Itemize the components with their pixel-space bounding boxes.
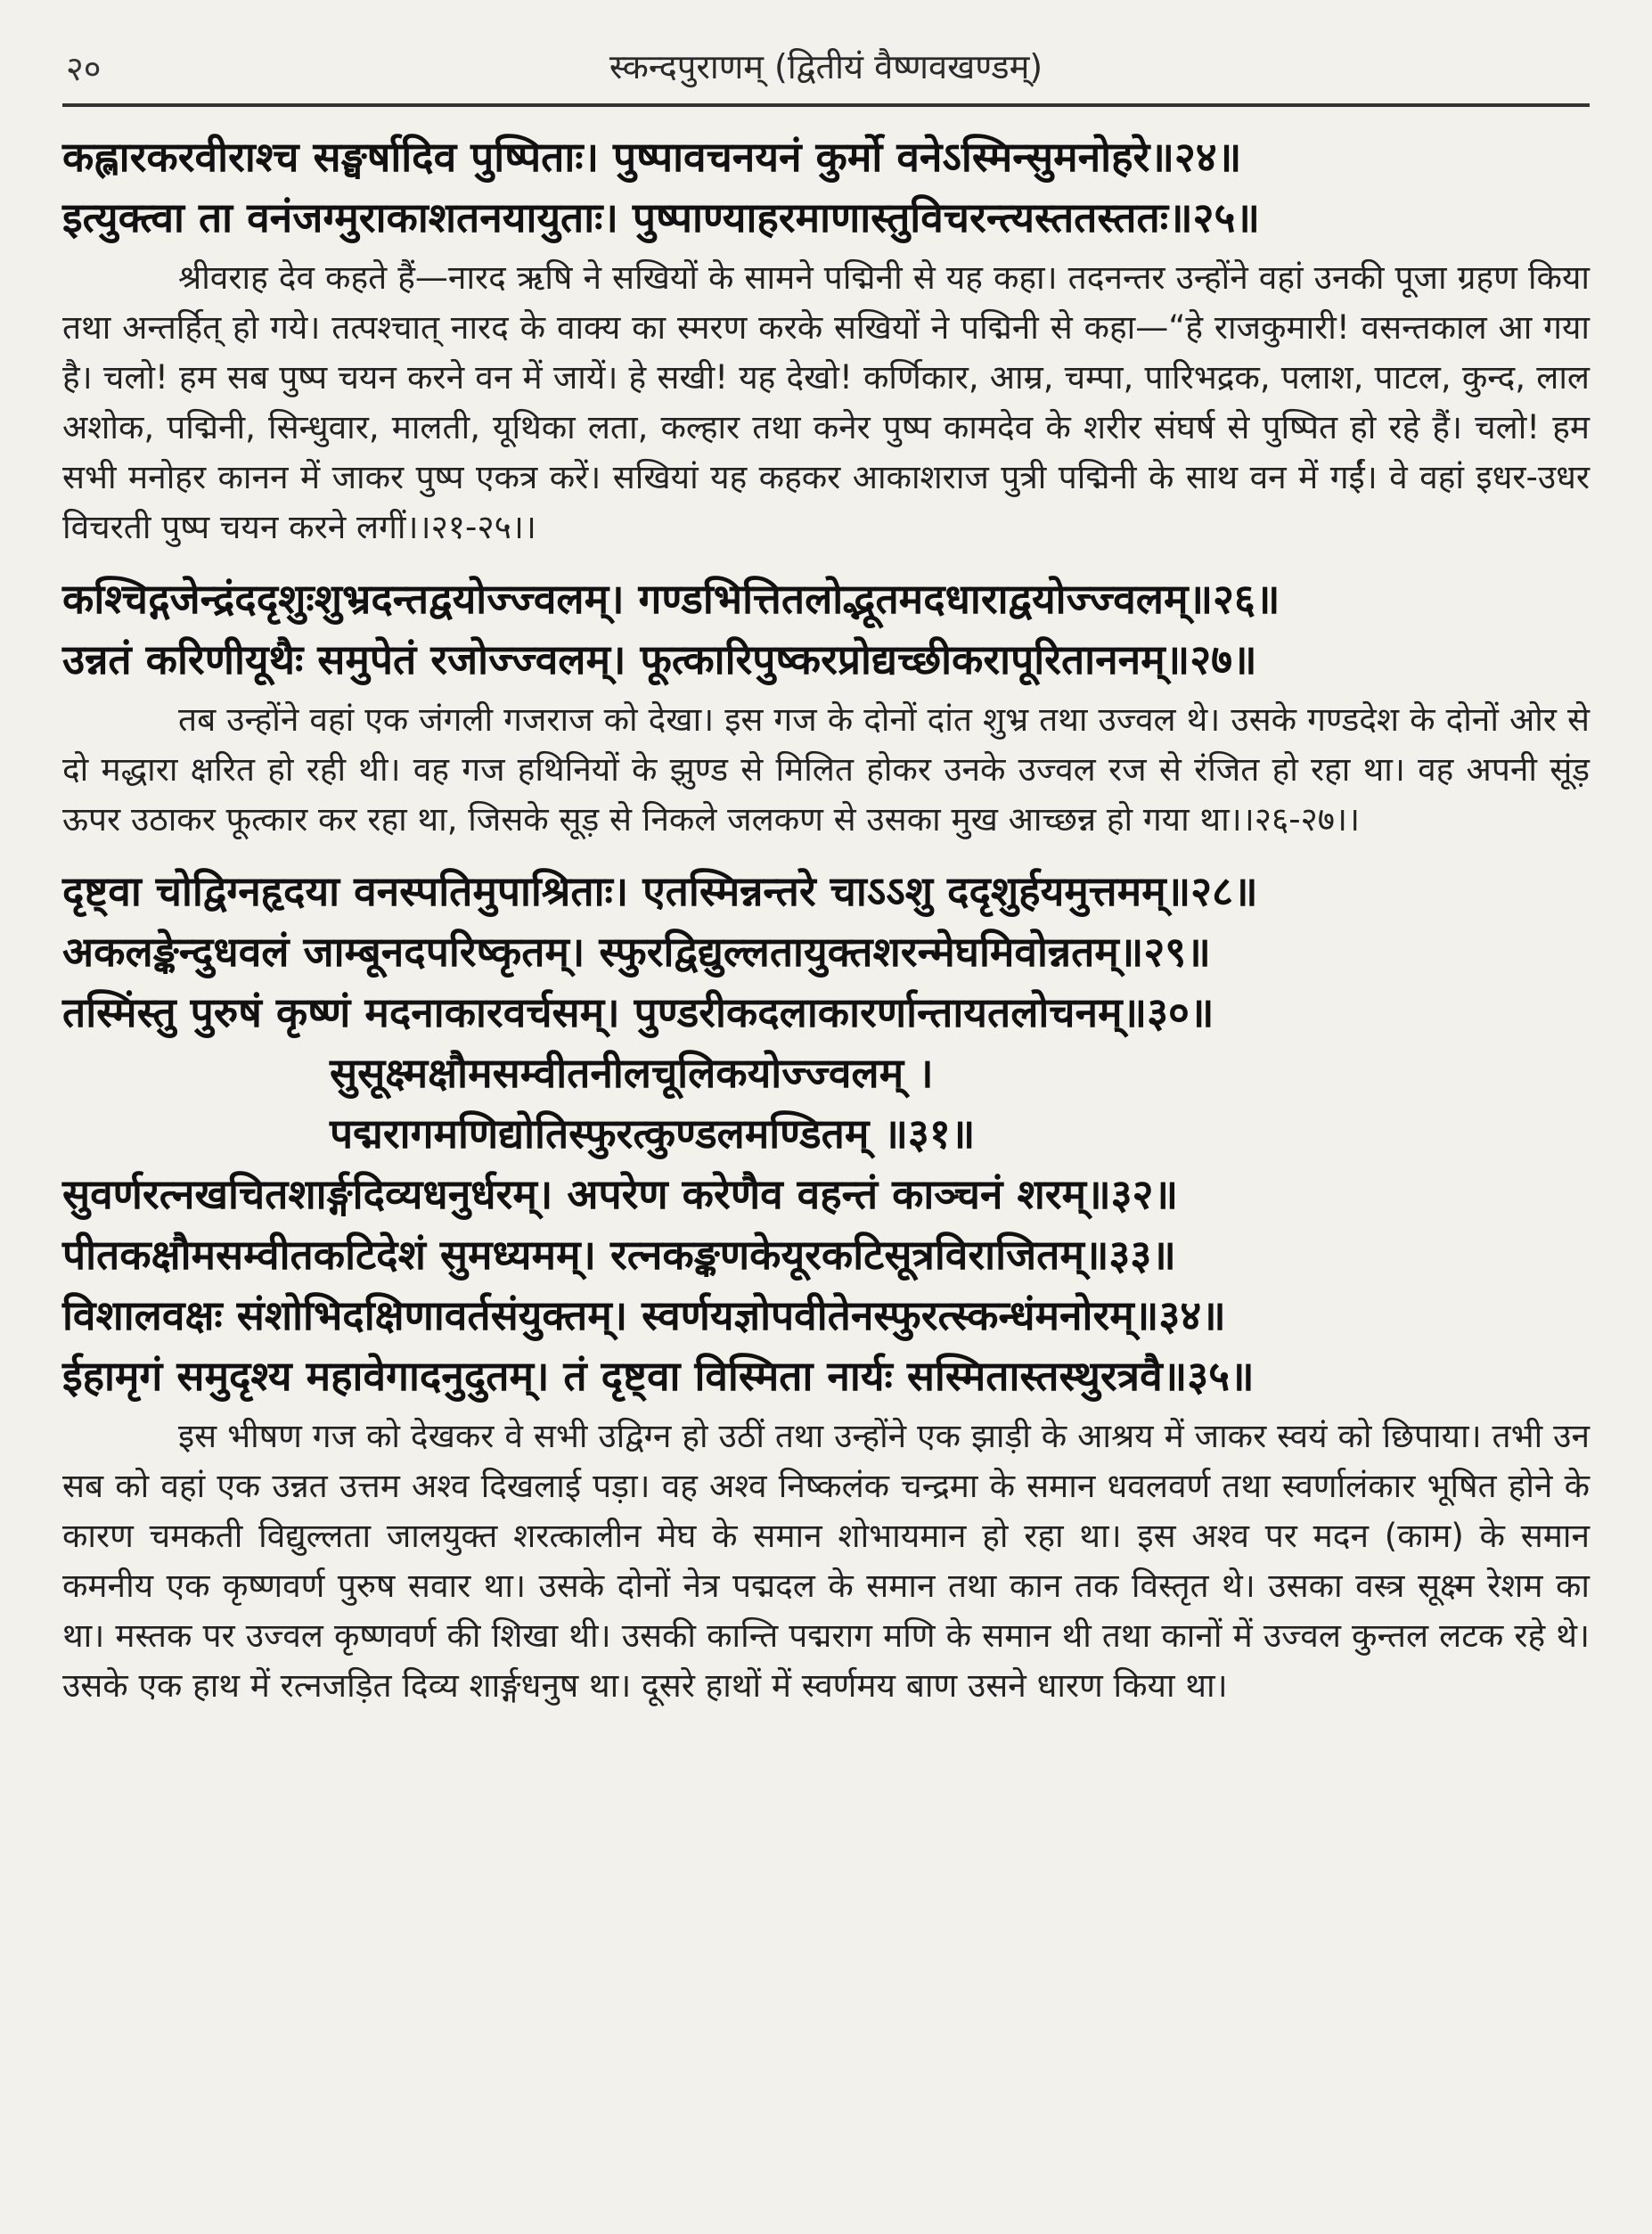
translation-paragraph: तब उन्होंने वहां एक जंगली गजराज को देखा। इस गज के दोनों दांत शुभ्र तथा उज्वल थे। उसके गण्डदेश के दोनों ओर से दो मद्धारा क्षरित हो रही थी। वह गज हथिनियों के झुण्ड से मिलित होकर उनके उज्वल रज से रंजित हो रहा था। वह अपनी सूंड़ ऊपर उठाकर फूत्कार कर रहा था, जिसके सूड़ से निकले जलकण से उसका मुख आच्छन्न हो गया था।।२६-२७।। (62, 700, 1590, 839)
verse-line: उन्नतं करिणीयूथैः समुपेतं रजोज्ज्वलम्। फूत्कारिपुष्करप्रोद्यच्छीकरापूरिताननम्॥२७॥ (62, 635, 1257, 683)
verse-line-indented: पद्मरागमणिद्योतिस्फुरत्कुण्डलमण्डितम् ॥३१॥ (330, 1109, 976, 1158)
verse-line: कह्लारकरवीराश्च सङ्घर्षादिव पुष्पिताः। पुष्पावचनयनं कुर्मो वनेऽस्मिन्सुमनोहरे॥२४॥ (62, 133, 1242, 181)
verse-line-indented: सुसूक्ष्मक्षौमसम्वीतनीलचूलिकयोज्ज्वलम् । (330, 1049, 934, 1097)
verse-line: विशालवक्षः संशोभिदक्षिणावर्तसंयुक्तम्। स्वर्णयज्ञोपवीतेनस्फुरत्स्कन्धंमनोरम्॥३४॥ (62, 1291, 1226, 1339)
verse-block (62, 861, 1590, 1406)
header-rule (62, 103, 1590, 107)
verse-block (62, 127, 1590, 248)
verse-line: अकलङ्केन्दुधवलं जाम्बूनदपरिष्कृतम्। स्फुरद्विद्युल्लतायुक्तशरन्मेघमिवोन्नतम्॥२९॥ (62, 928, 1211, 976)
verse-line: ईहामृगं समुदृश्य महावेगादनुदुतम्। तं दृष्ट्वा विस्मिता नार्यः सस्मितास्तस्थुरत्रवै॥३५॥ (62, 1352, 1255, 1400)
verse-line: पीतकक्षौमसम्वीतकटिदेशं सुमध्यमम्। रत्नकङ्कणकेयूरकटिसूत्रविराजितम्॥३३॥ (62, 1231, 1176, 1279)
verse-line: इत्युक्त्वा ता वनंजग्मुराकाशतनयायुताः। पुष्पाण्याहरमाणास्तुविचरन्त्यस्ततस्ततः॥२५॥ (62, 193, 1260, 241)
verse-line: सुवर्णरत्नखचितशार्ङ्गदिव्यधनुर्धरम्। अपरेण करेणैव वहन्तं काञ्चनं शरम्॥३२॥ (62, 1170, 1179, 1218)
verse-block (62, 569, 1590, 690)
translation-paragraph: श्रीवराह देव कहते हैं—नारद ऋषि ने सखियों के सामने पद्मिनी से यह कहा। तदनन्तर उन्होंने वहां उनकी पूजा ग्रहण किया तथा अन्तर्हित् हो गये। तत्पश्चात् नारद के वाक्य का स्मरण करके सखियों ने पद्मिनी से कहा—“हे राजकुमारी! वसन्तकाल आ गया है। चलो! हम सब पुष्प चयन करने वन में जायें। हे सखी! यह देखो! कर्णिकार, आम्र, चम्पा, पारिभद्रक, पलाश, पाटल, कुन्द, लाल अशोक, पद्मिनी, सिन्धुवार, मालती, यूथिका लता, कल्हार तथा कनेर पुष्प कामदेव के शरीर संघर्ष से पुष्पित हो रहे हैं। चलो! हम सभी मनोहर कानन में जाकर पुष्प एकत्र करें। सखियां यह कहकर आकाशराज पुत्री पद्मिनी के साथ वन में गईं। वे वहां इधर-उधर विचरती पुष्प चयन करने लगीं।।२१-२५।। (62, 258, 1590, 546)
page-header (62, 36, 1590, 91)
running-title: स्कन्दपुराणम् (द्वितीयं वैष्णवखण्डम्) (609, 47, 1043, 86)
translation-paragraph: इस भीषण गज को देखकर वे सभी उद्विग्न हो उठीं तथा उन्होंने एक झाड़ी के आश्रय में जाकर स्वयं को छिपाया। तभी उन सब को वहां एक उन्नत उत्तम अश्व दिखलाई पड़ा। वह अश्व निष्कलंक चन्द्रमा के समान धवलवर्ण तथा स्वर्णालंकार भूषित होने के कारण चमकती विद्युल्लता जालयुक्त शरत्कालीन मेघ के समान शोभायमान हो रहा था। इस अश्व पर मदन (काम) के समान कमनीय एक कृष्णवर्ण पुरुष सवार था। उसके दोनों नेत्र पद्मदल के समान तथा कान तक विस्तृत थे। उसका वस्त्र सूक्ष्म रेशम का था। मस्तक पर उज्वल कृष्णवर्ण की शिखा थी। उसकी कान्ति पद्मराग मणि के समान थी तथा कानों में उज्वल कुन्तल लटक रहे थे। उसके एक हाथ में रत्नजड़ित दिव्य शार्ङ्गधनुष था। दूसरे हाथों में स्वर्णमय बाण उसने धारण किया था। (62, 1417, 1590, 1705)
verse-line: तस्मिंस्तु पुरुषं कृष्णं मदनाकारवर्चसम्। पुण्डरीकदलाकारर्णान्तायतलोचनम्॥३०॥ (62, 988, 1214, 1036)
verse-line: दृष्ट्वा चोद्विग्नहृदया वनस्पतिमुपाश्रिताः। एतस्मिन्नन्तरे चाऽऽशु ददृशुर्हयमुत्तमम्॥२८॥ (62, 867, 1258, 915)
verse-line: कश्चिद्गजेन्द्रंददृशुःशुभ्रदन्तद्वयोज्ज्वलम्। गण्डभित्तितलोद्भूतमदधाराद्वयोज्ज्वलम्॥२६॥ (62, 575, 1280, 623)
page-number: २० (66, 49, 102, 88)
